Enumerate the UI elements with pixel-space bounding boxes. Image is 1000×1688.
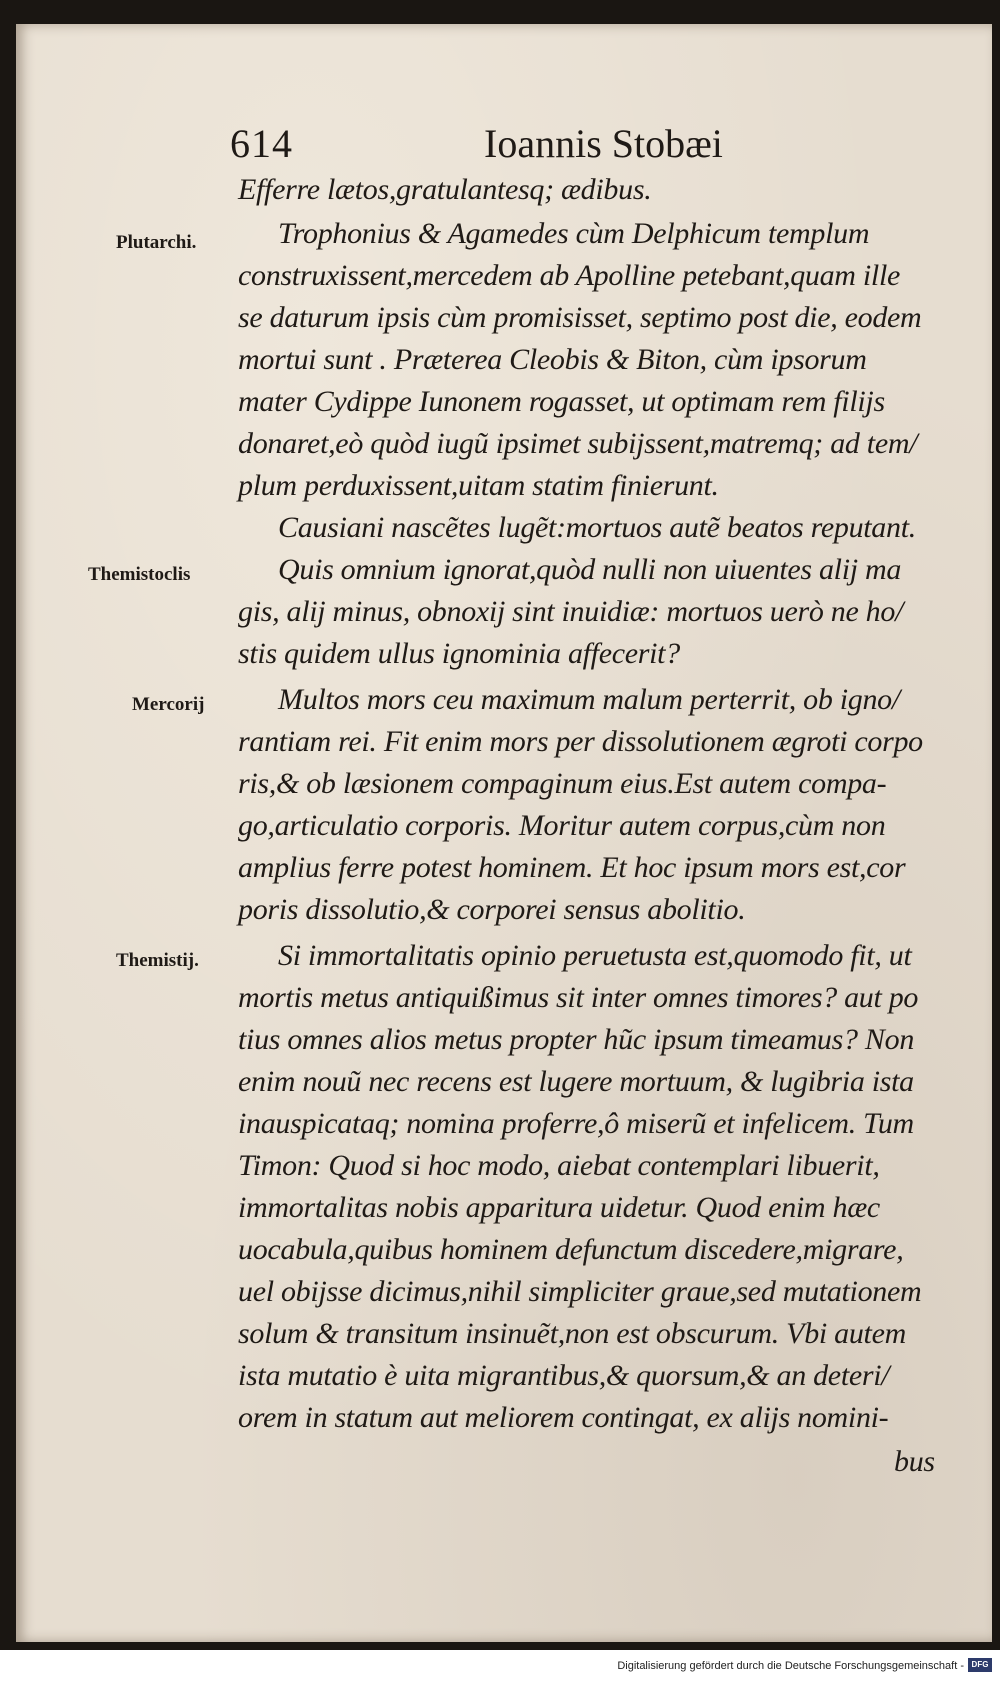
- text-line: amplius ferre potest hominem. Et hoc ipsum mors est,cor: [238, 851, 906, 884]
- text-line: immortalitas nobis apparitura uidetur. Quod enim hæc: [238, 1191, 880, 1224]
- text-line: Multos mors ceu maximum malum perterrit, ob igno/: [278, 683, 900, 716]
- book-page: [16, 24, 992, 1642]
- text-line: go,articulatio corporis. Moritur autem corpus,cùm non: [238, 809, 886, 842]
- footer-bar: [0, 1650, 1000, 1688]
- text-line: poris dissolutio,& corporei sensus abolitio.: [238, 893, 746, 926]
- running-title: Ioannis Stobæi: [484, 121, 723, 166]
- text-line: Causiani nascẽtes lugẽt:mortuos autẽ beatos reputant.: [278, 511, 916, 544]
- text-line: donaret,eò quòd iugũ ipsimet subijssent,matremq; ad tem/: [238, 427, 918, 460]
- text-line: gis, alij minus, obnoxij sint inuidiæ: mortuos uerò ne ho/: [238, 595, 904, 628]
- margin-note-themistoclis: Themistoclis: [88, 564, 191, 585]
- margin-note-mercorij: Mercorij: [132, 694, 205, 715]
- text-line: se daturum ipsis cùm promisisset, septimo post die, eodem: [238, 301, 922, 334]
- text-line: orem in statum aut meliorem contingat, ex alijs nomini-: [238, 1401, 889, 1434]
- text-line: plum perduxissent,uitam statim finierunt.: [238, 469, 719, 502]
- text-line: enim nouũ nec recens est lugere mortuum, & lugibria ista: [238, 1065, 914, 1098]
- margin-note-themistij: Themistij.: [116, 950, 199, 971]
- text-line: ris,& ob læsionem compaginum eius.Est autem compa-: [238, 767, 887, 800]
- page-header: [16, 108, 992, 168]
- text-line: Efferre lætos,gratulantesq; ædibus.: [238, 173, 652, 206]
- text-line: mater Cydippe Iunonem rogasset, ut optimam rem filijs: [238, 385, 885, 418]
- text-line: uocabula,quibus hominem defunctum discedere,migrare,: [238, 1233, 904, 1266]
- page-number: 614: [230, 121, 293, 166]
- text-line: ista mutatio è uita migrantibus,& quorsum,& an deteri/: [238, 1359, 890, 1392]
- catchword: bus: [894, 1445, 935, 1478]
- text-line: inauspicataq; nomina proferre,ô miserũ et infelicem. Tum: [238, 1107, 914, 1140]
- text-line: Si immortalitatis opinio peruetusta est,quomodo fit, ut: [278, 939, 912, 972]
- text-line: mortis metus antiquißimus sit inter omnes timores? aut po: [238, 981, 919, 1014]
- text-line: construxissent,mercedem ab Apolline petebant,quam ille: [238, 259, 900, 292]
- text-line: Quis omnium ignorat,quòd nulli non uiuentes alij ma: [278, 553, 902, 586]
- text-line: solum & transitum insinuẽt,non est obscurum. Vbi autem: [238, 1317, 906, 1350]
- text-line: rantiam rei. Fit enim mors per dissolutionem ægroti corpo: [238, 725, 923, 758]
- digitization-credit: Digitalisierung gefördert durch die Deutsche Forschungsgemeinschaft -: [617, 1660, 964, 1672]
- text-line: mortui sunt . Præterea Cleobis & Biton, cùm ipsorum: [238, 343, 867, 376]
- text-line: Timon: Quod si hoc modo, aiebat contemplari libuerit,: [238, 1149, 880, 1182]
- dfg-logo-icon: DFG: [968, 1658, 992, 1672]
- text-line: uel obijsse dicimus,nihil simpliciter graue,sed mutationem: [238, 1275, 922, 1308]
- text-line: tius omnes alios metus propter hũc ipsum timeamus? Non: [238, 1023, 915, 1056]
- margin-note-plutarchi: Plutarchi.: [116, 232, 197, 253]
- text-line: Trophonius & Agamedes cùm Delphicum templum: [278, 217, 870, 250]
- text-line: stis quidem ullus ignominia affecerit?: [238, 637, 680, 670]
